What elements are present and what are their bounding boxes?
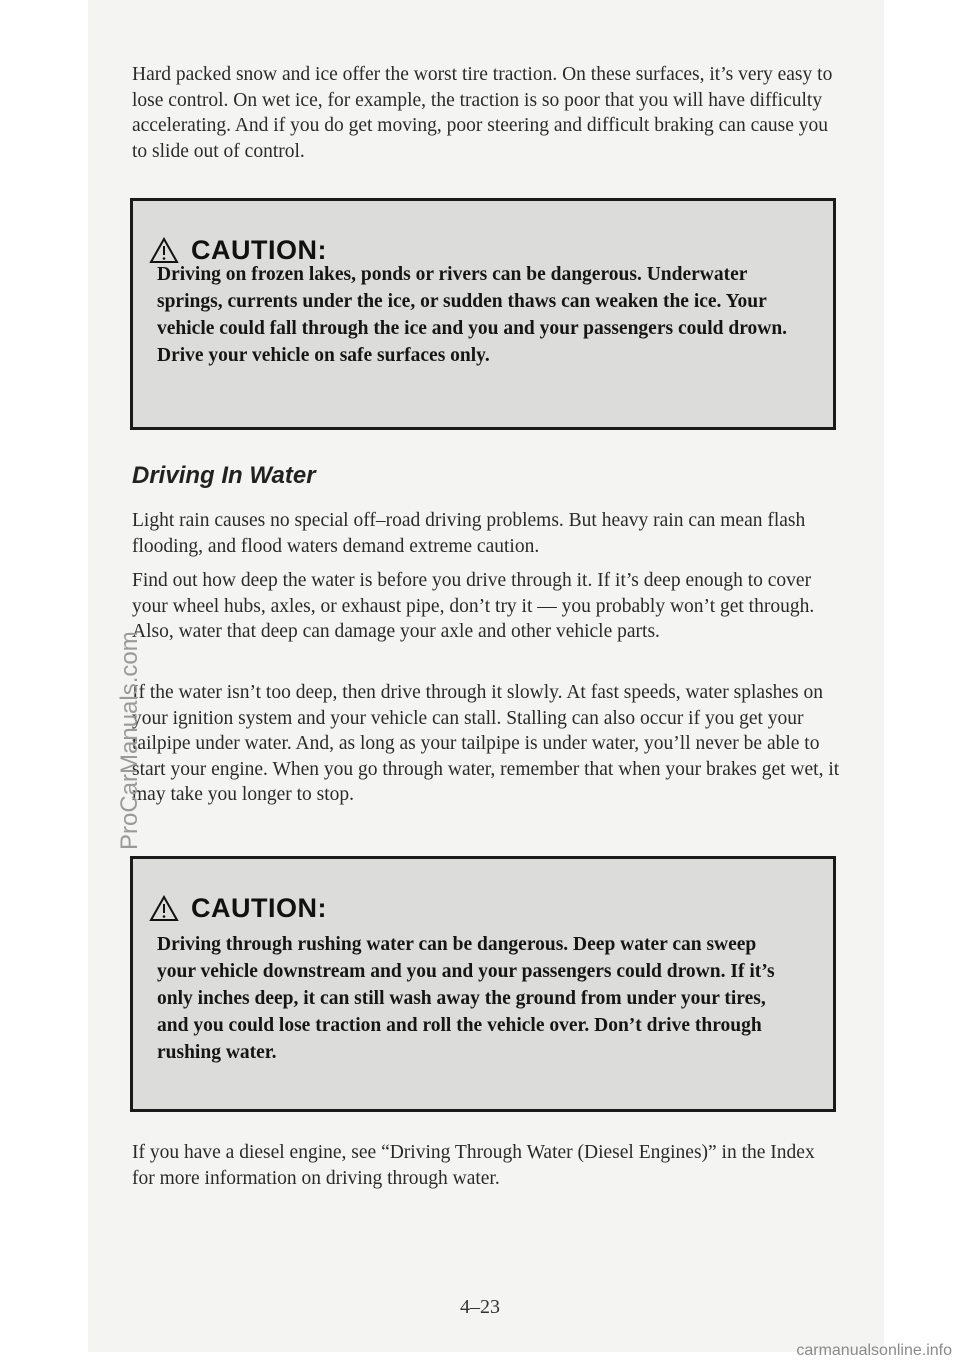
rain-paragraph: Light rain causes no special off–road driving problems. But heavy rain can mean flash flooding, and flood waters demand extreme caution. <box>132 510 806 557</box>
diesel-paragraph: If you have a diesel engine, see “Driving Through Water (Diesel Engines)” in the Index for more information on driving through water. <box>132 1142 815 1189</box>
footer-watermark: carmanualsonline.info <box>796 1342 952 1359</box>
depth-paragraph: Find out how deep the water is before you drive through it. If it’s deep enough to cover your wheel hubs, axles, or exhaust pipe, don’t try it — you probably won’t get through. Also, water that deep can damage your axle and other vehicle parts. <box>132 570 815 643</box>
caution-title: CAUTION: <box>191 893 327 923</box>
caution-box-frozen-lakes <box>130 198 836 430</box>
warning-triangle-icon <box>149 237 179 264</box>
caution-text: Driving through rushing water can be dangerous. Deep water can sweep your vehicle downstream and you and your passengers could drown. If it’s only inches deep, it can still wash away the ground from under your tires, and you could lose traction and roll the vehicle over. Don’t drive through rushing water. <box>157 934 775 1063</box>
warning-triangle-icon <box>149 895 179 922</box>
intro-paragraph: Hard packed snow and ice offer the worst tire traction. On these surfaces, it’s very easy to lose control. On wet ice, for example, the traction is so poor that you will have difficulty accelerating. And if you do get moving, poor steering and difficult braking can cause you to slide out of control. <box>132 64 833 162</box>
side-watermark: ProCarManuals.com <box>116 631 143 850</box>
caution-text: Driving on frozen lakes, ponds or rivers can be dangerous. Underwater springs, currents under the ice, or sudden thaws can weaken the ice. Your vehicle could fall through the ice and you and your passengers could drown. Drive your vehicle on safe surfaces only. <box>157 264 788 366</box>
speed-paragraph: If the water isn’t too deep, then drive through it slowly. At fast speeds, water splashes on your ignition system and your vehicle can stall. Stalling can also occur if you get your tailpipe under water. And, as long as your tailpipe is under water, you’ll never be able to start your engine. When you go through water, remember that when your brakes get wet, it may take you longer to stop. <box>132 682 840 806</box>
caution-box-rushing-water <box>130 856 836 1112</box>
caution-title: CAUTION: <box>191 235 327 265</box>
caution-header <box>149 893 327 924</box>
section-heading: Driving In Water <box>132 462 316 489</box>
page-number: 4–23 <box>460 1296 500 1318</box>
